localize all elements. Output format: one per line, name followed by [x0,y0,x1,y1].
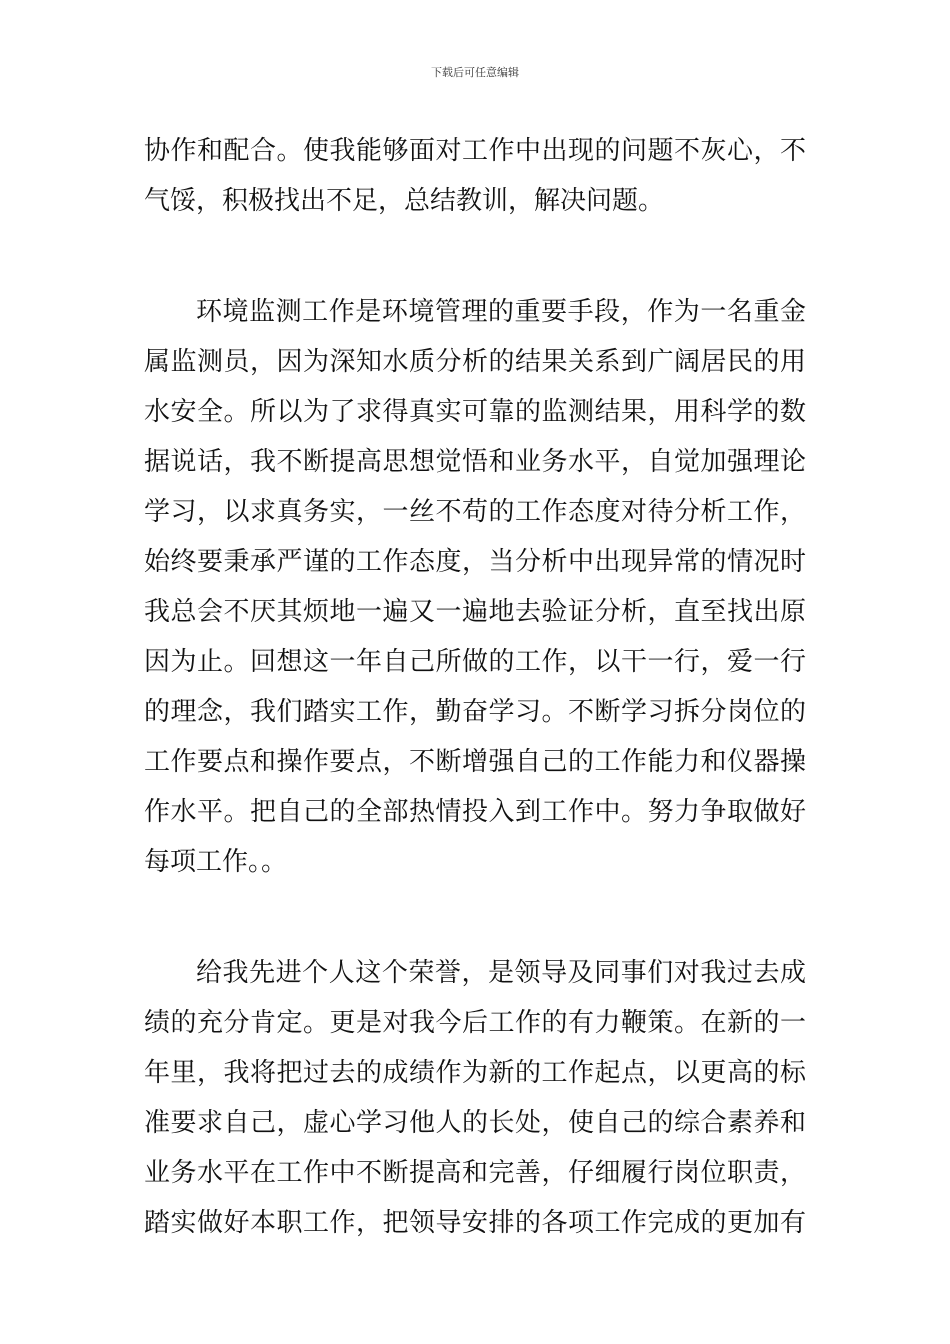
text-line: 绩的充分肯定。更是对我今后工作的有力鞭策。在新的一 [144,1008,806,1038]
paragraph-2 [144,287,806,887]
paragraph-spacer [144,226,806,287]
text-line: 的理念，我们踏实工作，勤奋学习。不断学习拆分岗位的 [144,697,806,727]
text-line: 气馁，积极找出不足，总结教训，解决问题。 [144,186,665,216]
text-line: 业务水平在工作中不断提高和完善，仔细履行岗位职责， [144,1158,806,1188]
text-line: 踏实做好本职工作，把领导安排的各项工作完成的更加有 [144,1208,806,1238]
paragraph-3 [144,948,806,1248]
text-line: 属监测员，因为深知水质分析的结果关系到广阔居民的用 [144,347,806,377]
text-line: 据说话，我不断提高思想觉悟和业务水平，自觉加强理论 [144,447,806,477]
document-body [144,126,806,1248]
paragraph-1 [144,126,806,226]
text-line: 因为止。回想这一年自己所做的工作，以干一行，爱一行 [144,647,806,677]
text-line: 我总会不厌其烦地一遍又一遍地去验证分析，直至找出原 [144,597,806,627]
text-line: 环境监测工作是环境管理的重要手段，作为一名重金 [196,297,806,327]
text-line: 给我先进个人这个荣誉，是领导及同事们对我过去成 [196,958,806,988]
text-line: 每项工作。。 [144,847,288,877]
text-line: 水安全。所以为了求得真实可靠的监测结果，用科学的数 [144,397,806,427]
text-line: 学习，以求真务实，一丝不苟的工作态度对待分析工作， [144,497,806,527]
paragraph-spacer [144,887,806,948]
text-line: 准要求自己，虚心学习他人的长处，使自己的综合素养和 [144,1108,806,1138]
text-line: 始终要秉承严谨的工作态度，当分析中出现异常的情况时 [144,547,806,577]
text-line: 协作和配合。使我能够面对工作中出现的问题不灰心，不 [144,136,806,166]
text-line: 工作要点和操作要点，不断增强自己的工作能力和仪器操 [144,747,806,777]
text-line: 作水平。把自己的全部热情投入到工作中。努力争取做好 [144,797,806,827]
page-header-note: 下载后可任意编辑 [431,66,519,79]
text-line: 年里，我将把过去的成绩作为新的工作起点，以更高的标 [144,1058,806,1088]
